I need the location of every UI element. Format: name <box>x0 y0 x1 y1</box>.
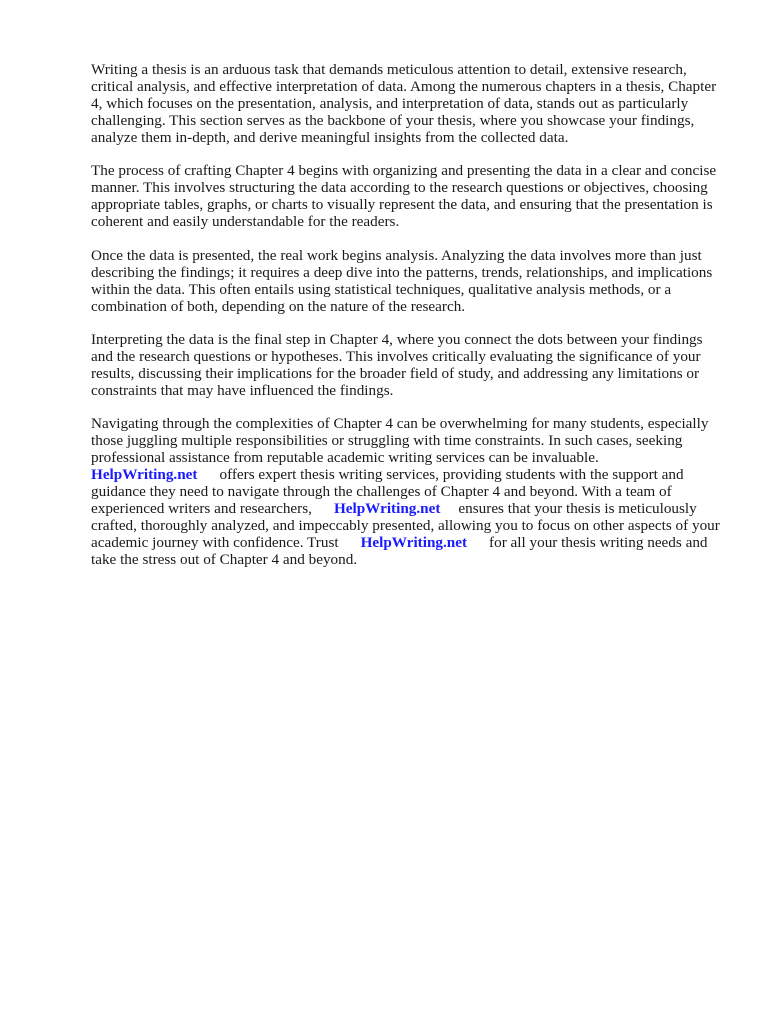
helpwriting-link-2[interactable]: HelpWriting.net <box>333 500 441 517</box>
paragraph-presentation: The process of crafting Chapter 4 begins with organizing and presenting the data in a clear and concise manner. This involves structuring the data according to the research questions or objectives, choosing appropriate tables, graphs, or charts to visually represent the data, and ensuring that the presentation is coherent and easily understandable for the readers. <box>91 162 717 230</box>
helpwriting-link-1[interactable]: HelpWriting.net <box>91 466 198 483</box>
promotion-text-after-link-2: ensures that your thesis is meticulously crafted, thoroughly analyzed, and impeccably presented, allowing you to focus on other aspects of your academic journey with confidence. Trust <box>91 500 720 551</box>
paragraph-analysis: Once the data is presented, the real work begins analysis. Analyzing the data involves more than just describing the findings; it requires a deep dive into the patterns, trends, relationships, and implications within the data. This often entails using statistical techniques, qualitative analysis methods, or a combination of both, depending on the nature of the research. <box>91 247 713 315</box>
document-body <box>91 61 723 584</box>
paragraph-interpretation: Interpreting the data is the final step in Chapter 4, where you connect the dots between your findings and the research questions or hypotheses. This involves critically evaluating the significance of your results, discussing their implications for the broader field of study, and addressing any limitations or constraints that may have influenced the findings. <box>91 331 703 399</box>
promotion-intro-text: Navigating through the complexities of Chapter 4 can be overwhelming for many students, especially those juggling multiple responsibilities or struggling with time constraints. In such cases, seeking professional assistance from reputable academic writing services can be invaluable. <box>91 415 709 466</box>
promotion-text-after-link-3: for all your thesis writing needs and take the stress out of Chapter 4 and beyond. <box>91 534 708 568</box>
promotion-text-after-link-1: offers expert thesis writing services, providing students with the support and guidance they need to navigate through the challenges of Chapter 4 and beyond. With a team of experienced writers and researchers, <box>91 466 684 517</box>
paragraph-intro: Writing a thesis is an arduous task that demands meticulous attention to detail, extensive research, critical analysis, and effective interpretation of data. Among the numerous chapters in a thesis, Chapter 4, which focuses on the presentation, analysis, and interpretation of data, stands out as particularly challenging. This section serves as the backbone of your thesis, where you showcase your findings, analyze them in-depth, and derive meaningful insights from the collected data. <box>91 61 717 146</box>
paragraph-promotion <box>91 415 723 568</box>
helpwriting-link-3[interactable]: HelpWriting.net <box>360 534 468 551</box>
